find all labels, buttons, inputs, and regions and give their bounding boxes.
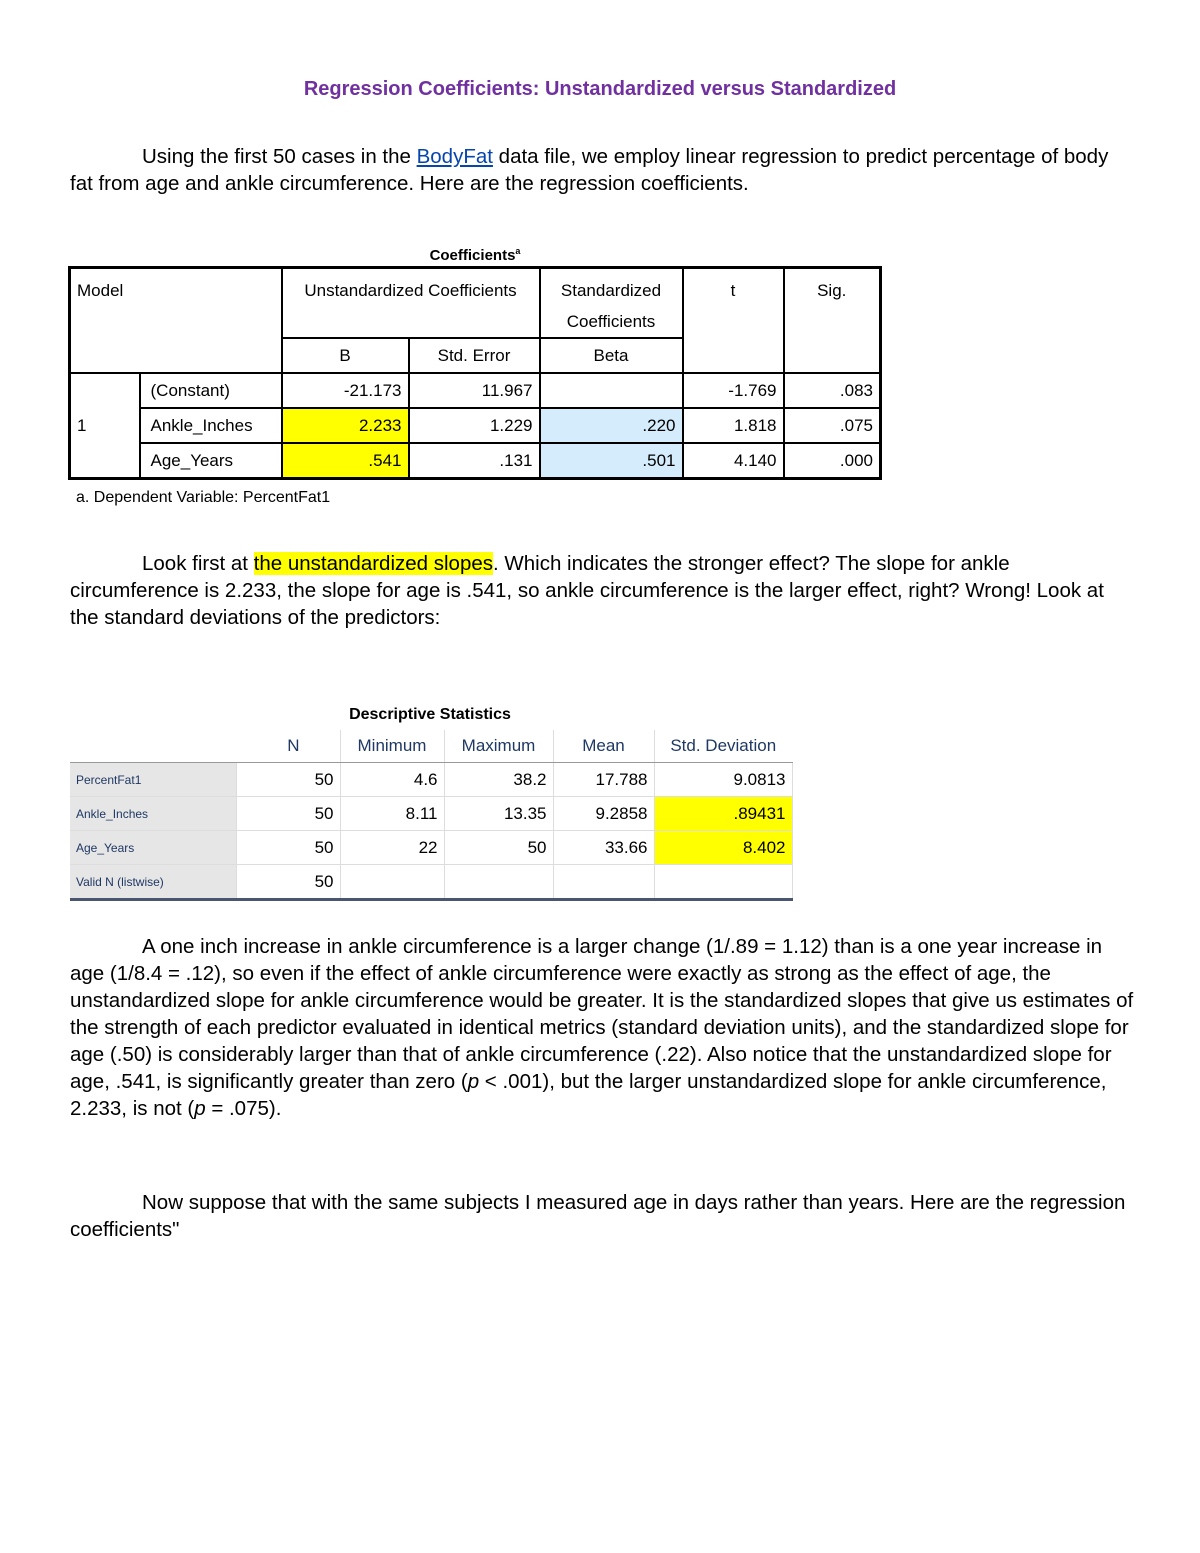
header-model: Model [70,268,282,374]
cell-max: 50 [444,831,553,865]
cell-beta: .220 [540,408,683,443]
row-label: (Constant) [140,373,282,408]
coefficients-footnote: a. Dependent Variable: PercentFat1 [76,489,331,506]
p-symbol: p [194,1097,206,1120]
cell-t: -1.769 [683,373,784,408]
header-n: N [236,730,340,763]
cell-min: 4.6 [340,763,444,797]
cell-n: 50 [236,797,340,831]
coefficients-title: Coefficients$^a$ [429,246,521,264]
cell-sd [654,865,792,900]
cell-sig: .083 [784,373,881,408]
cell-t: 1.818 [683,408,784,443]
intro-text: Using the first 50 cases in the [142,145,417,168]
cell-beta: .501 [540,443,683,479]
header-unstandardized: Unstandardized Coefficients [282,268,540,339]
cell-mean: 17.788 [553,763,654,797]
header-t: t [683,268,784,374]
p-symbol: p [467,1070,480,1093]
cell-max: 13.35 [444,797,553,831]
cell-t: 4.140 [683,443,784,479]
header-beta: Beta [540,338,683,373]
cell-n: 50 [236,763,340,797]
cell-b: -21.173 [282,373,409,408]
cell-min [340,865,444,900]
model-number: 1 [70,373,140,479]
cell-max: 38.2 [444,763,553,797]
paragraph-4: Now suppose that with the same subjects I measured age in days rather than years. Here are the regression coefficients" [70,1191,1126,1241]
cell-max [444,865,553,900]
row-label: Valid N (listwise) [70,865,236,900]
header-maximum: Maximum [444,730,553,763]
cell-n: 50 [236,865,340,900]
header-standardized: Standardized Coefficients [540,268,683,339]
cell-mean: 33.66 [553,831,654,865]
row-label: Age_Years [140,443,282,479]
cell-b: 2.233 [282,408,409,443]
cell-sd: 9.0813 [654,763,792,797]
row-label: Age_Years [70,831,236,865]
cell-sd: .89431 [654,797,792,831]
header-std-error: Std. Error [409,338,540,373]
cell-se: 11.967 [409,373,540,408]
cell-se: 1.229 [409,408,540,443]
header-mean: Mean [553,730,654,763]
intro-paragraph [70,143,1135,197]
paragraph-3: A one inch increase in ankle circumference is a larger change (1/.89 = 1.12) than is a one year increase in age (1/8.4 = .12), so even if the effect of ankle circumference were exactly as strong as the effect of age, the unstandardized slope for ankle circumference would be greater. It is the standardized slopes that give us estimates of the strength of each predictor evaluated in identical metrics (standard deviation units), and the standardized slope for age (.50) is considerably larger than that of ankle circumference (.22). Also notice that the unstandardized slope for age, .541, is significantly greater than zero (p < .001), but the larger unstandardized slope for ankle circumference, 2.233, is not (p = .075). [70,935,1134,1120]
cell-b: .541 [282,443,409,479]
cell-sd: 8.402 [654,831,792,865]
row-label: PercentFat1 [70,763,236,797]
row-label: Ankle_Inches [140,408,282,443]
bodyfat-link[interactable]: BodyFat [416,145,493,168]
header-minimum: Minimum [340,730,444,763]
cell-sig: .075 [784,408,881,443]
header-std-deviation: Std. Deviation [654,730,792,763]
coefficients-table [68,266,882,480]
cell-min: 22 [340,831,444,865]
cell-min: 8.11 [340,797,444,831]
page-title: Regression Coefficients: Unstandardized versus Standardized [303,78,897,100]
cell-se: .131 [409,443,540,479]
header-b: B [282,338,409,373]
cell-mean [553,865,654,900]
descriptive-table [70,730,793,901]
cell-sig: .000 [784,443,881,479]
highlighted-phrase: the unstandardized slopes [253,552,494,575]
cell-n: 50 [236,831,340,865]
intro-text-cont: data file, we employ linear regression to predict percentage of body fat from age and ankle circumference. Here are the regression coefficients. [70,145,1109,195]
paragraph-2: Look first at the unstandardized slopes. Which indicates the stronger effect? The slope for ankle circumference is 2.233, the slope for age is .541, so ankle circumference is the larger effect, right? Wrong! Look at the standard deviations of the predictors: [70,552,1104,629]
cell-beta [540,373,683,408]
cell-mean: 9.2858 [553,797,654,831]
row-label: Ankle_Inches [70,797,236,831]
descriptive-title: Descriptive Statistics [349,706,511,723]
header-sig: Sig. [784,268,881,374]
